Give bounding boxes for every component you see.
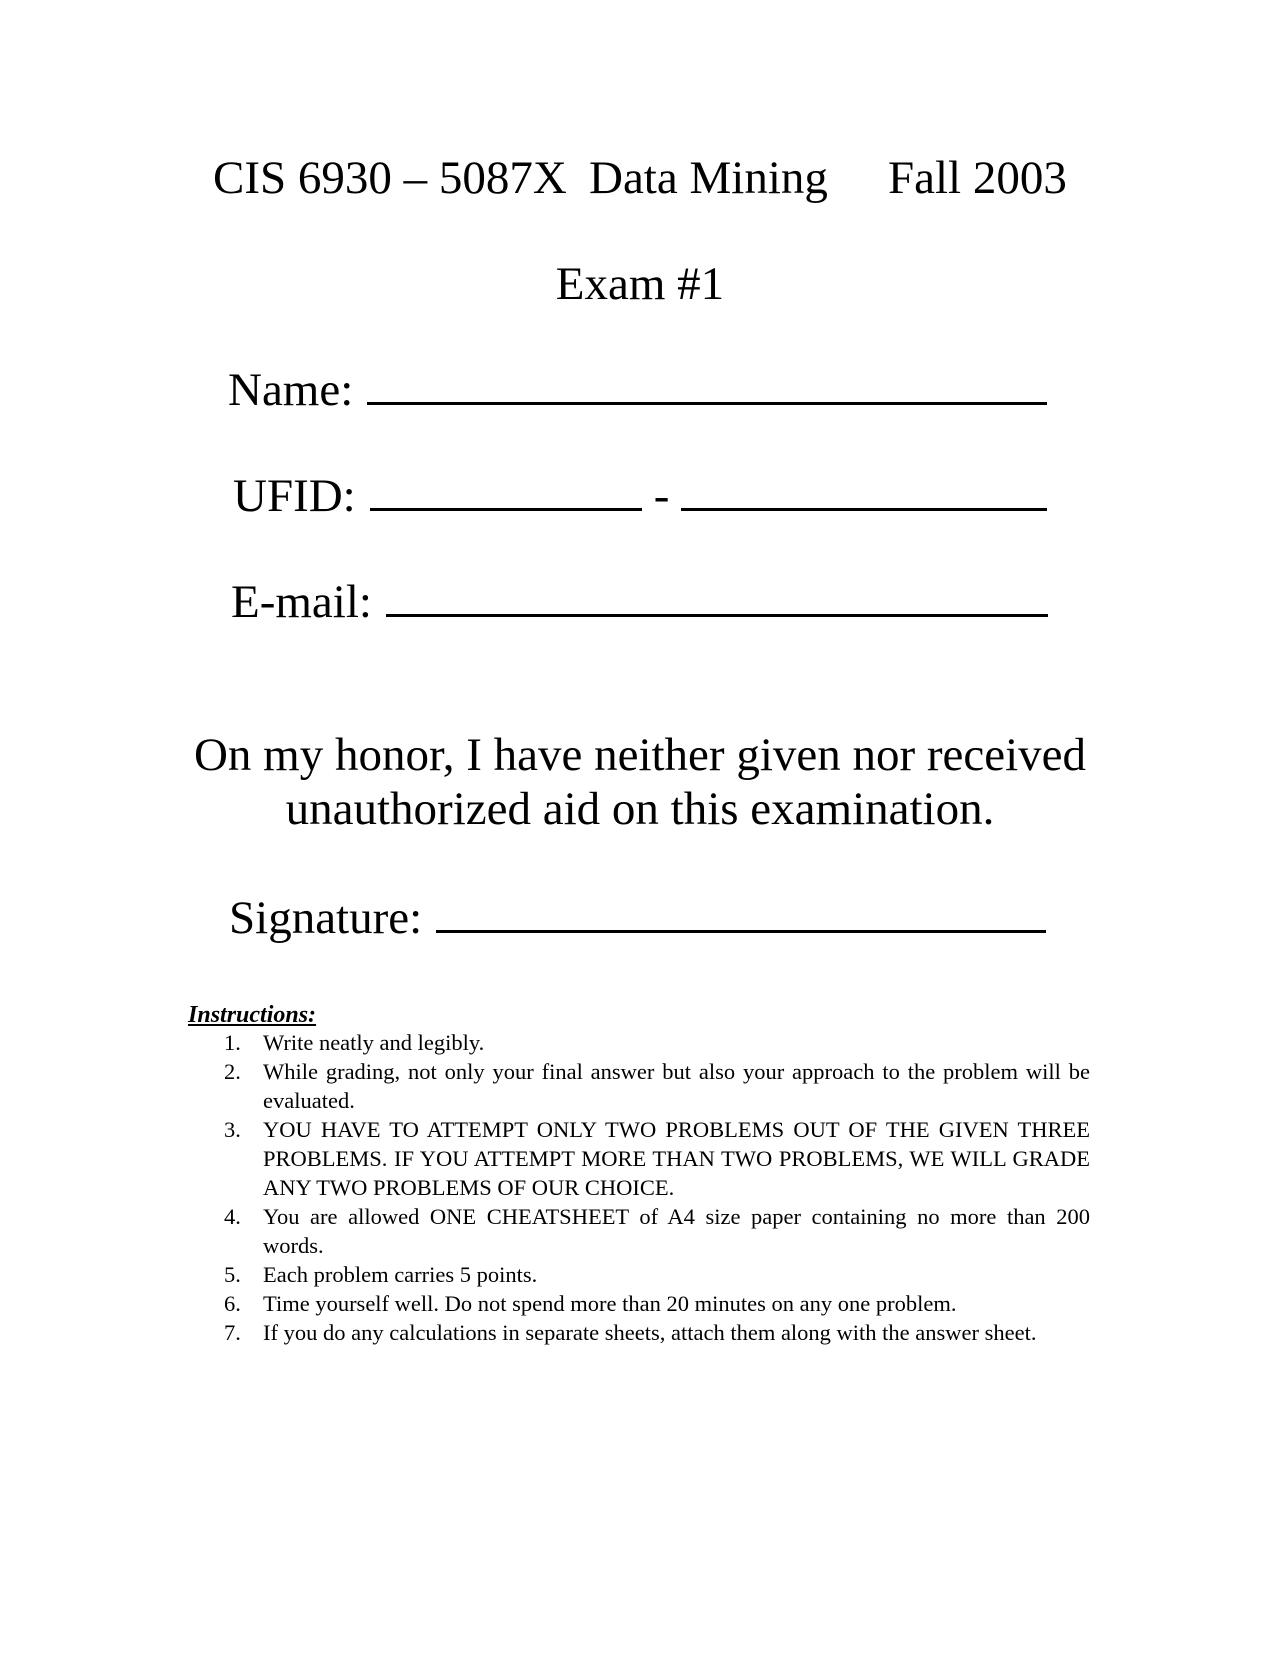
exam-title: Exam #1 — [555, 258, 725, 310]
instruction-number: 4. — [224, 1204, 241, 1229]
instruction-text: If you do any calculations in separate sheets, attach them along with the answer sheet. — [263, 1320, 1037, 1345]
instruction-item — [188, 1202, 1090, 1260]
instruction-text: Each problem carries 5 points. — [263, 1262, 538, 1287]
instruction-text: Time yourself well. Do not spend more than 20 minutes on any one problem. — [263, 1291, 957, 1316]
email-blank-line[interactable] — [386, 570, 1048, 617]
instruction-item — [188, 1115, 1090, 1202]
name-blank-line[interactable] — [367, 358, 1047, 405]
course-subject: Data Mining — [589, 152, 828, 204]
honor-statement-line-2: unauthorized aid on this examination. — [285, 783, 995, 835]
signature-field — [229, 886, 1046, 948]
honor-statement-line-1: On my honor, I have neither given nor received — [193, 729, 1087, 781]
instruction-number: 3. — [224, 1117, 241, 1142]
instruction-item — [188, 1057, 1090, 1115]
course-term: Fall 2003 — [888, 152, 1067, 204]
instruction-number: 7. — [224, 1320, 241, 1345]
ufid-blank-line-2[interactable] — [681, 464, 1047, 511]
instruction-item — [188, 1289, 1090, 1318]
name-field — [228, 358, 1047, 420]
ufid-separator: - — [653, 470, 670, 522]
ufid-blank-line-1[interactable] — [370, 464, 642, 511]
instruction-number: 1. — [224, 1030, 241, 1055]
instructions-heading: Instructions: — [188, 1002, 317, 1028]
instruction-item — [188, 1260, 1090, 1289]
email-label: E-mail: — [231, 576, 372, 628]
instruction-item — [188, 1028, 1090, 1057]
instruction-text: You are allowed ONE CHEATSHEET of A4 size paper containing no more than 200 words. — [263, 1204, 1090, 1258]
instruction-text: While grading, not only your final answer but also your approach to the problem will be evaluated. — [263, 1059, 1090, 1113]
instruction-number: 6. — [224, 1291, 241, 1316]
course-code: CIS 6930 – 5087X — [213, 152, 567, 204]
signature-blank-line[interactable] — [436, 886, 1046, 933]
signature-label: Signature: — [229, 892, 423, 944]
instructions-list — [188, 1028, 1090, 1347]
instruction-text: YOU HAVE TO ATTEMPT ONLY TWO PROBLEMS OUT OF THE GIVEN THREE PROBLEMS. IF YOU ATTEMPT MORE THAN TWO PROBLEMS, WE WILL GRADE ANY TWO PROBLEMS OF OUR CHOICE. — [263, 1117, 1090, 1200]
ufid-field — [233, 464, 1047, 526]
name-label: Name: — [228, 364, 354, 416]
instruction-text: Write neatly and legibly. — [263, 1030, 485, 1055]
instruction-number: 2. — [224, 1059, 241, 1084]
instruction-number: 5. — [224, 1262, 241, 1287]
instruction-item — [188, 1318, 1090, 1347]
honor-statement — [0, 728, 1280, 836]
email-field — [231, 570, 1048, 632]
course-header — [0, 148, 1280, 208]
ufid-label: UFID: — [233, 470, 356, 522]
